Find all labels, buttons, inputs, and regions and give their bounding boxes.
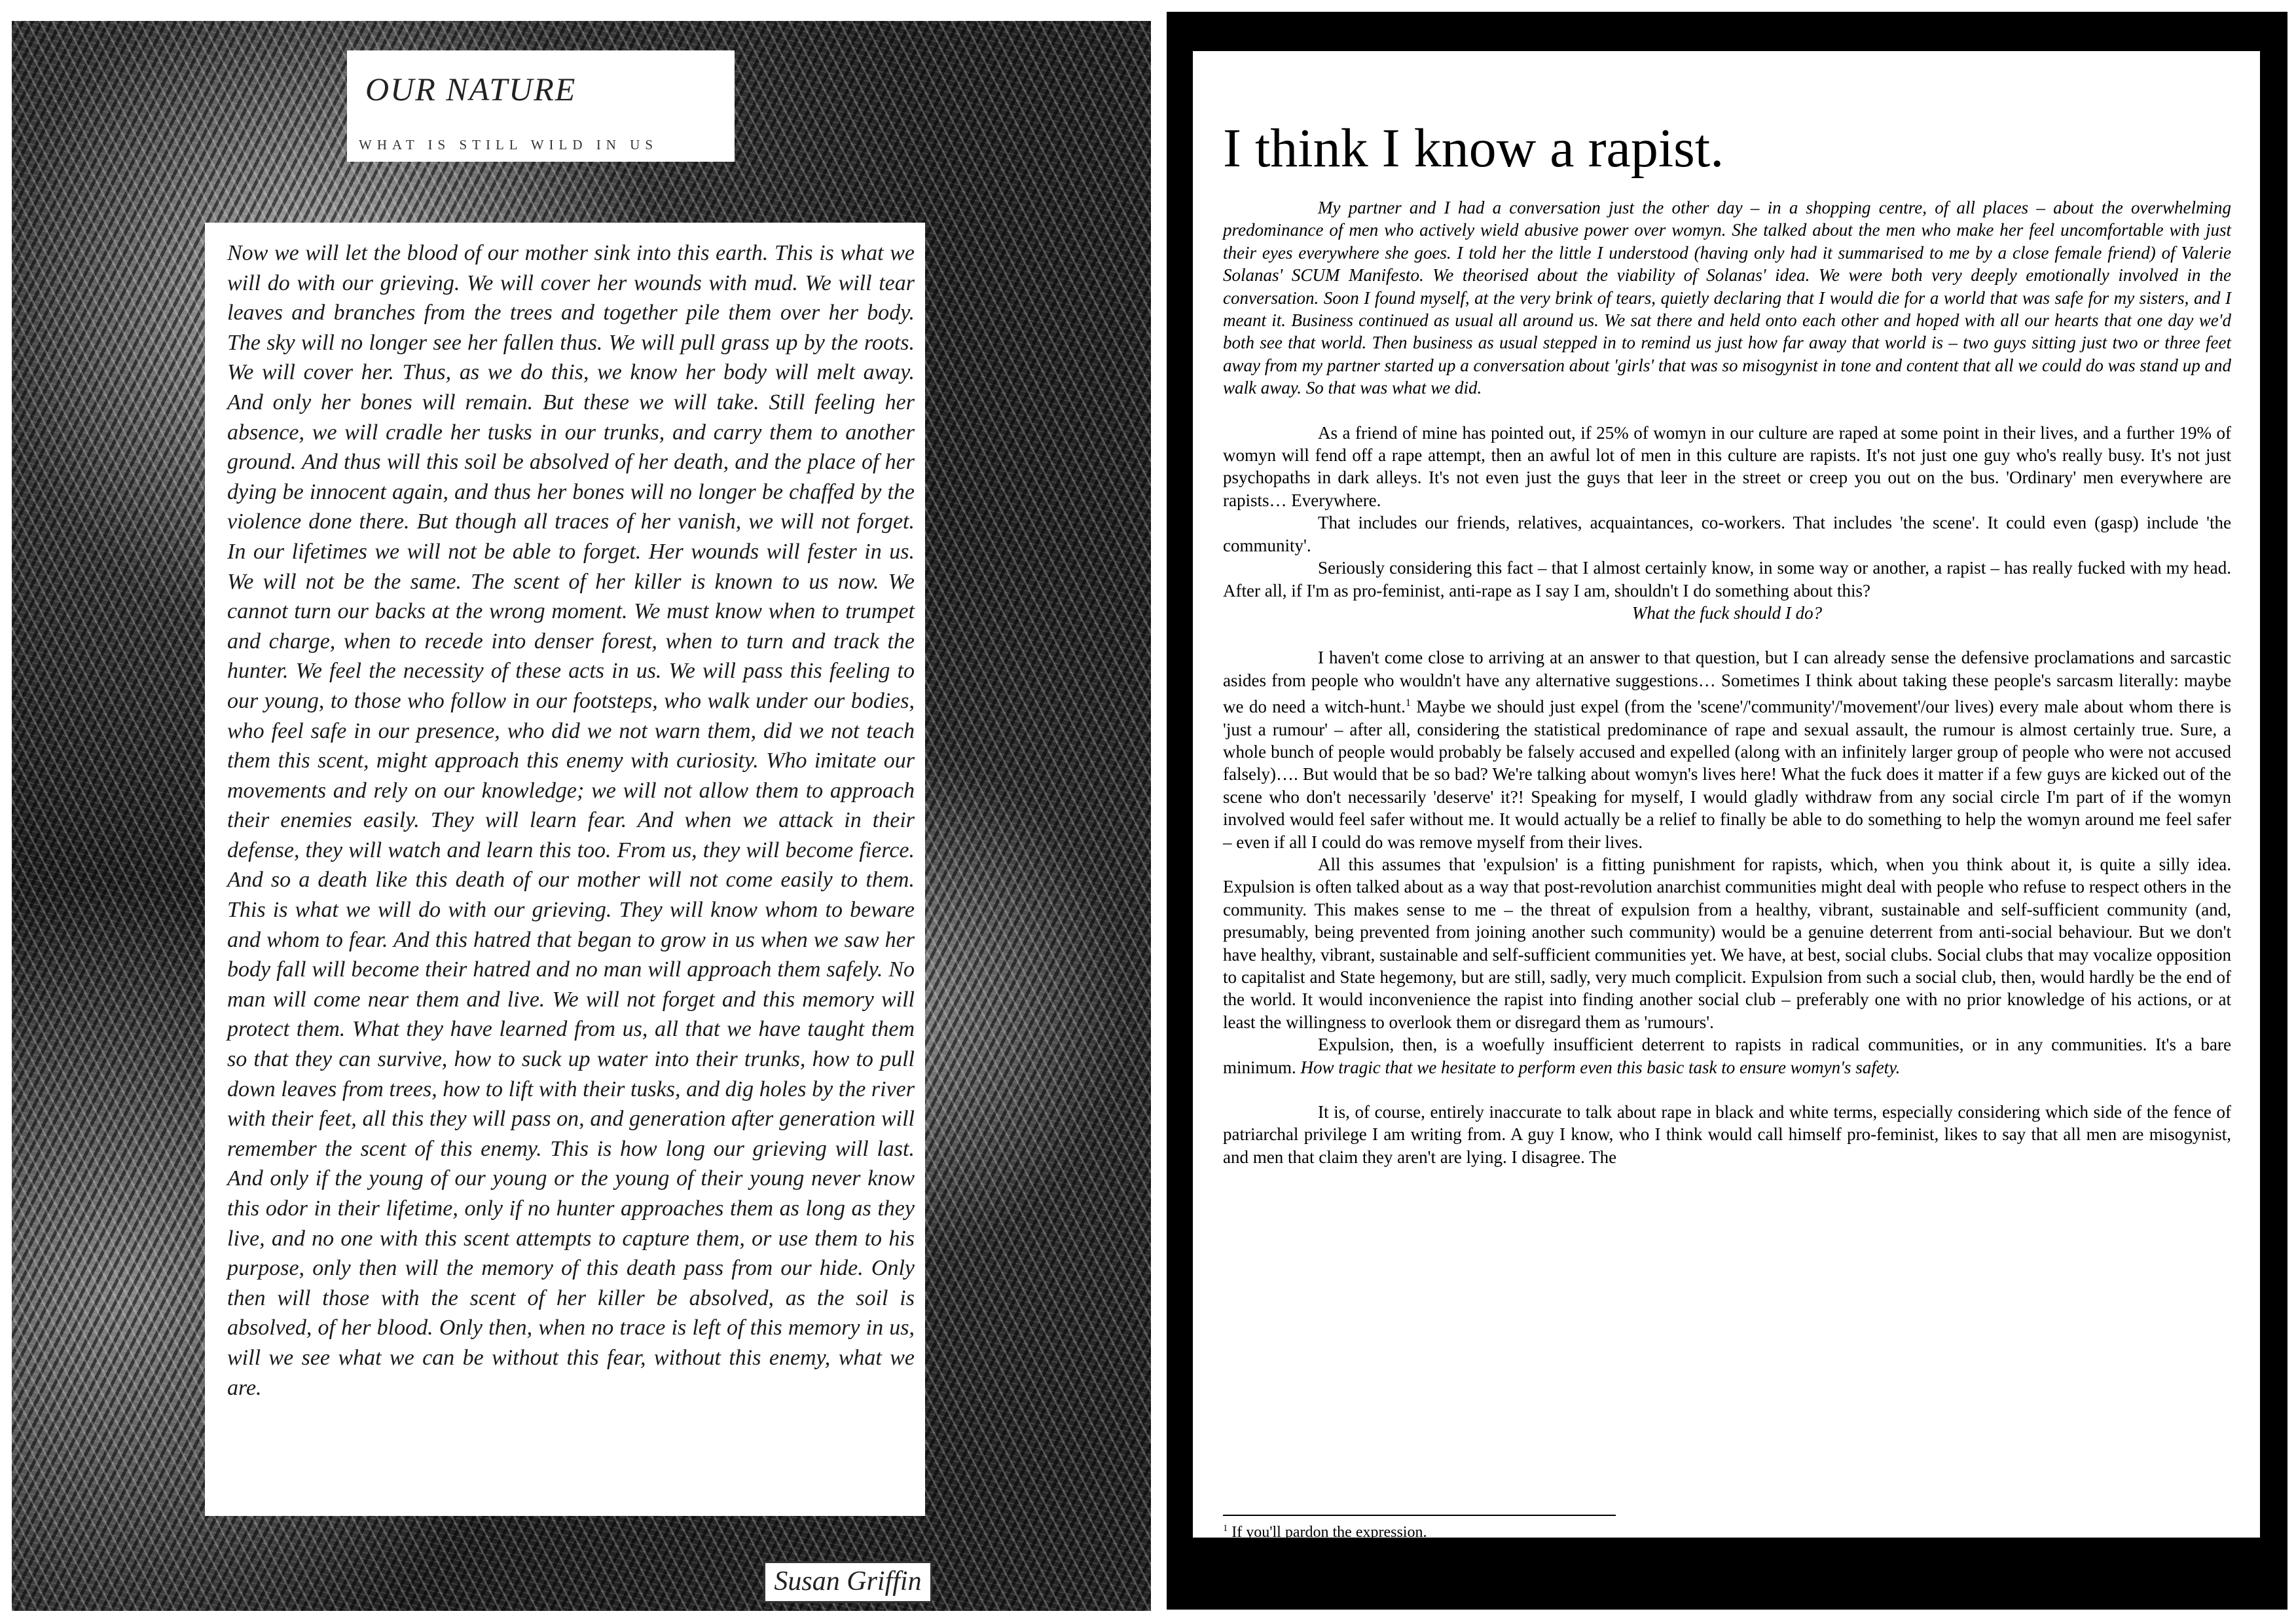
right-page-frame — [1167, 12, 2287, 1610]
paragraph-6-part-b: How tragic that we hesitate to perform even this basic task to ensure womyn's safety. — [1300, 1057, 1901, 1077]
paragraph-6 — [1223, 1033, 2231, 1079]
paragraph-1: As a friend of mine has pointed out, if 25% of womyn in our culture are raped at some point in their lives, and a further 19% of womyn will fend off a rape attempt, then an awful lot of men in this culture are rapists. It's not just one guy who's really busy. It's not just psychopaths in dark alleys. It's not even just the guys that leer in the street or creep you out on the bus. 'Ordinary' men everywhere are rapists… Everywhere. — [1223, 422, 2231, 510]
footnote-mark: 1 — [1223, 1523, 1228, 1534]
paragraph-2: That includes our friends, relatives, acquaintances, co-workers. That includes 'the scene'. It could even (gasp) include 'the community'. — [1223, 513, 2231, 555]
paragraph-3: Seriously considering this fact – that I almost certainly know, in some way or another, a rapist – has really fucked with my head. After all, if I'm as pro-feminist, anti-rape as I say I am, shouldn't I do something about this? — [1223, 558, 2231, 600]
paragraph-5: All this assumes that 'expulsion' is a fitting punishment for rapists, which, when you think about it, is quite a silly idea. Expulsion is often talked about as a way that post-revolution anarchist communities might deal with people who refuse to respect others in the community. This makes sense to me – the threat of expulsion from a healthy, vibrant, sustainable and self-sufficient community (and, presumably, being prevented from joining another such community) would be a genuine deterrent from anti-social behaviour. But we don't have healthy, vibrant, sustainable and self-sufficient communities yet. We have, at best, social clubs. Social clubs that may vocalize opposition to capitalist and State hegemony, but are still, sadly, very much complicit. Expulsion from such a social club, then, would hardly be the end of the world. It would inconvenience the rapist into finding another social club – preferably one with no prior knowledge of his actions, or at least the willingness to overlook them or disregard them as 'rumours'. — [1223, 854, 2231, 1032]
footnote-rule — [1223, 1515, 1616, 1516]
footnote-text: If you'll pardon the expression. — [1231, 1524, 1427, 1541]
collage-subtitle: WHAT IS STILL WILD IN US — [359, 137, 659, 153]
article-body — [1223, 196, 2231, 1168]
paragraph-4-part-a: I haven't come close to arriving at an answer to that question, but I can already sense the defensive proclamations and sarcastic asides from people who wouldn't have any alternative suggestions… Sometimes I think about taking these people's sarcasm literally: maybe we do need a witch-hunt. — [1223, 648, 2231, 717]
central-question: What the fuck should I do? — [1631, 602, 1823, 623]
poem-text: Now we will let the blood of our mother sink into this earth. This is what we will do with our grieving. We will cover her wounds with mud. We will tear leaves and branches from the trees and together pile them over her body. The sky will no longer see her fallen thus. We will pull grass up by the roots. We will cover her. Thus, as we do this, we know her body will melt away. And only her bones will remain. But these we will take. Still feeling her absence, we will cradle her tusks in our trunks, and carry them to another ground. And thus will this soil be absolved of her death, and the place of her dying be innocent again, and thus her bones will no longer be chaffed by the violence done there. But though all traces of her vanish, we will not forget. In our lifetimes we will not be able to forget. Her wounds will fester in us. We will not be the same. The scent of her killer is known to us now. We cannot turn our backs at the wrong moment. We must know when to trumpet and charge, when to recede into denser forest, when to turn and track the hunter. We feel the necessity of these acts in us. We will pass this feeling to our young, to those who follow in our footsteps, who walk under our bodies, who feel safe in our presence, who did we not warn them, did we not teach them this scent, might approach this enemy with curiosity. Who imitate our movements and rely on our knowledge; we will not allow them to approach their enemies easily. They will learn fear. And when we attack in their defense, they will watch and learn this too. From us, they will become fierce. And so a death like this death of our mother will not come easily to them. This is what we will do with our grieving. They will know whom to beware and whom to fear. And this hatred that began to grow in us when we saw her body fall will become their hatred and no man will approach them safely. No man will come near them and live. We will not forget and this memory will protect them. What they have learned from us, all that we have taught them so that they can survive, how to suck up water into their trunks, how to pull down leaves from trees, how to lift with their tusks, and dig holes by the river with their feet, all this they will pass on, and generation after generation will remember the scent of this enemy. This is how long our grieving will last. And only if the young of our young or the young of their young never know this odor in their lifetime, only if no hunter approaches them as long as they live, and no one with this scent attempts to capture them, or use them to his purpose, only then will the memory of this death pass from our hide. Only then will those with the scent of her killer be absolved, as the soil is absolved, of her blood. Only then, when no trace is left of this memory in us, will we see what we can be without this fear, without this enemy, what we are. — [227, 241, 915, 1400]
paragraph-6-part-a: Expulsion, then, is a woefully insufficient deterrent to rapists in radical communities, or in any communities. It's a bare minimum. — [1223, 1035, 2231, 1077]
paragraph-4-part-b: Maybe we should just expel (from the 'scene'/'community'/'movement'/our lives) every male about whom there is 'just a rumour' – after all, considering the statistical predominance of rape and sexual assault, the rumour is almost certainly true. Sure, a whole bunch of people would probably be falsely accused and expelled (along with an infinitely larger group of people who were not accused falsely)…. But would that be so bad? We're talking about womyn's lives here! What the fuck does it matter if a few guys are kicked out of the scene who don't necessarily 'deserve' it?! Speaking for myself, I would gladly withdraw from any social circle I'm part of if the womyn involved would feel safer without me. It would actually be a relief to finally be able to do something to help the womyn around me feel safer – even if all I could do was remove myself from their lives. — [1223, 697, 2232, 852]
poem-author: Susan Griffin — [763, 1561, 932, 1603]
footnote-ref: 1 — [1405, 697, 1411, 709]
poem-box — [205, 223, 925, 1516]
paragraph-4 — [1223, 646, 2231, 853]
footnote — [1223, 1523, 1427, 1541]
paragraph-7: It is, of course, entirely inaccurate to talk about rape in black and white terms, especially considering which side of the fence of patriarchal privilege I am writing from. A guy I know, who I think would call himself pro-feminist, likes to say that all men are misogynist, and men that claim they aren't are lying. I disagree. The — [1223, 1102, 2231, 1167]
article-page — [1193, 51, 2260, 1541]
collage-title: OUR NATURE — [365, 71, 577, 107]
left-page-collage — [12, 21, 1151, 1611]
article-title: I think I know a rapist. — [1223, 118, 1724, 179]
title-box — [347, 50, 735, 162]
intro-paragraph: My partner and I had a conversation just the other day – in a shopping centre, of all places – about the overwhelming predominance of men who actively wield abusive power over womyn. She talked about the men who make her feel uncomfortable with just their eyes everywhere she goes. I told her the little I understood (having only had it summarised to me by a close female friend) of Valerie Solanas' SCUM Manifesto. We theorised about the viability of Solanas' idea. We were both very deeply emotionally involved in the conversation. Soon I found myself, at the very brink of tears, quietly declaring that I would die for a world that was safe for my sisters, and I meant it. Business continued as usual all around us. We sat there and held onto each other and hoped with all our hearts that one day we'd both see that world. Then business as usual stepped in to remind us just how far away that world is – two guys sitting just two or three feet away from my partner started up a conversation about 'girls' that was so misogynist in tone and content that all we could do was stand up and walk away. So that was what we did. — [1223, 198, 2231, 398]
